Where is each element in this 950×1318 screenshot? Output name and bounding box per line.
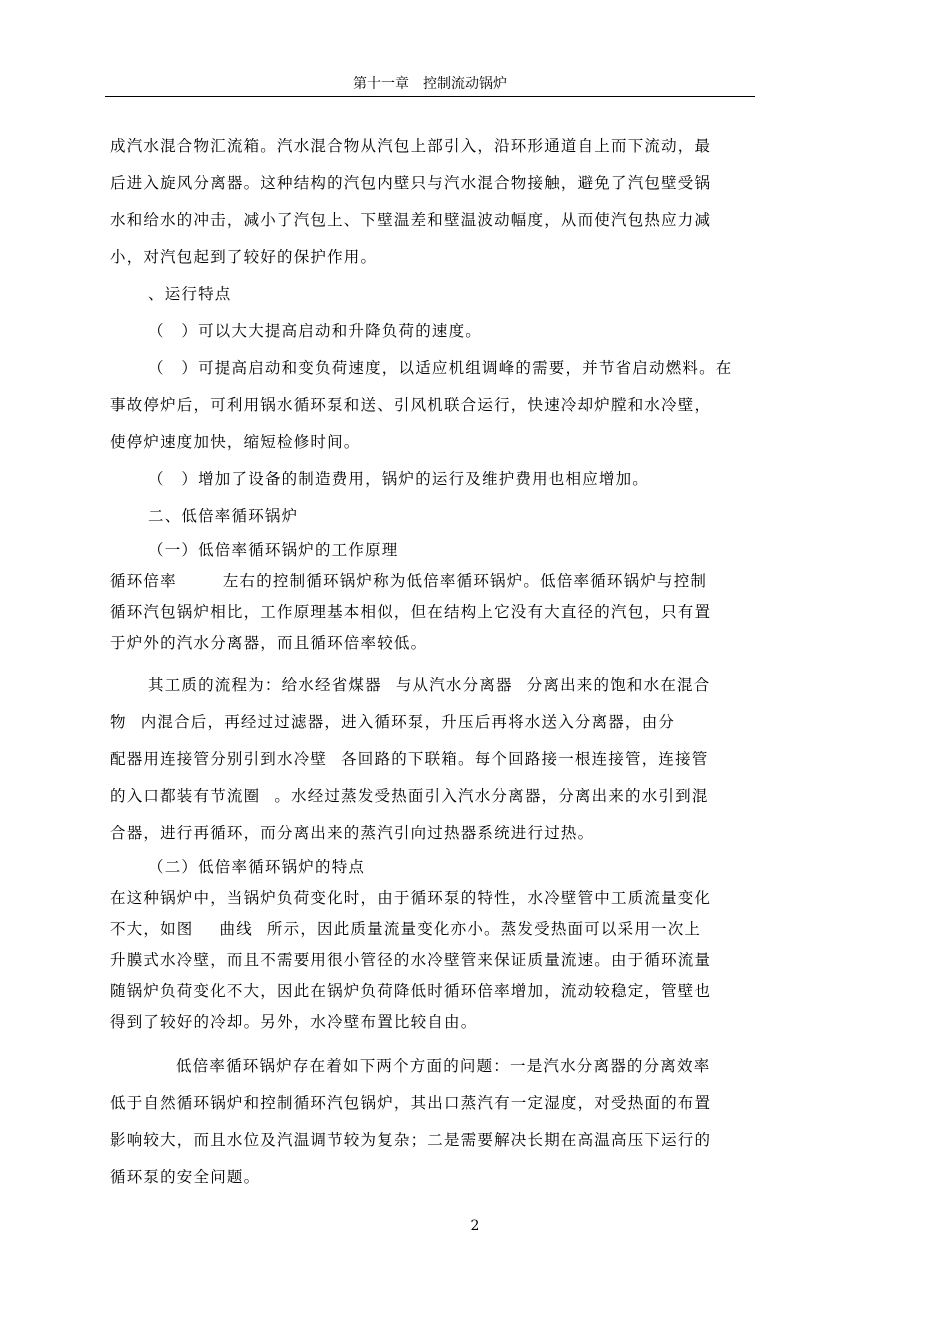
text-span: 循环倍率 — [110, 572, 177, 590]
subsection-heading-features: （二）低倍率循环锅炉的特点 — [148, 858, 366, 876]
document-body — [110, 128, 750, 1196]
text-span: 不大，如图 — [110, 920, 194, 938]
text-line: 低倍率循环锅炉存在着如下两个方面的问题：一是汽水分离器的分离效率 — [176, 1057, 711, 1075]
text-span: 所示，因此质量流量变化亦小。蒸发受热面可以采用一次上 — [266, 920, 702, 938]
text-span: 。水经过蒸发受热面引入汽水分离器，分离出来的水引到混 — [274, 787, 709, 805]
section-heading-low-ratio: 二、低倍率循环锅炉 — [148, 507, 299, 525]
text-line: 低于自然循环锅炉和控制循环汽包锅炉，其出口蒸汽有一定湿度，对受热面的布置 — [110, 1094, 712, 1112]
text-line: 在这种锅炉中，当锅炉负荷变化时，由于循环泵的特性，水冷壁管中工质流量变化 — [110, 889, 712, 907]
text-line: 后进入旋风分离器。这种结构的汽包内壁只与汽水混合物接触，避免了汽包壁受锅 — [110, 174, 712, 192]
text-line — [110, 914, 750, 945]
text-line: 成汽水混合物汇流箱。汽水混合物从汽包上部引入，沿环形通道自上而下流动，最 — [110, 137, 712, 155]
text-line: 升膜式水冷壁，而且不需要用很小管径的水冷壁管来保证质量流速。由于循环流量 — [110, 951, 712, 969]
text-span: ，由分 — [625, 713, 676, 731]
paragraph-features — [110, 883, 750, 1038]
text-span: 配器用连接管分别引到水冷壁 — [110, 750, 328, 768]
text-span: ，进入循环泵 — [324, 713, 425, 731]
text-span: 的入口都装有节流圈 — [110, 787, 261, 805]
text-line: （ ）可提高启动和变负荷速度，以适应机组调峰的需要，并节省启动燃料。在 — [148, 359, 733, 377]
text-span: 曲线 — [219, 920, 253, 938]
paragraph-drum-structure — [110, 128, 750, 276]
page-number: 2 — [470, 1218, 480, 1234]
text-line: 水和给水的冲击，减小了汽包上、下壁温差和壁温波动幅度，从而使汽包热应力减 — [110, 211, 712, 229]
text-line: 得到了较好的冷却。另外，水冷壁布置比较自由。 — [110, 1013, 478, 1031]
paragraph-principle — [110, 566, 750, 659]
text-span: 与从汽水分离器 — [395, 676, 513, 694]
text-line — [110, 566, 750, 597]
text-span: ，升压后再将水送入分离器 — [424, 713, 626, 731]
text-line: 使停炉速度加快，缩短检修时间。 — [110, 433, 361, 451]
subsection-heading-principle: （一）低倍率循环锅炉的工作原理 — [148, 541, 399, 559]
text-line: 合器，进行再循环，而分离出来的蒸汽引向过热器系统进行过热。 — [110, 824, 595, 842]
text-span: 内混合后，再经过过滤器 — [140, 713, 325, 731]
text-line: 循环泵的安全问题。 — [110, 1168, 261, 1186]
list-item-3: （ ）增加了设备的制造费用，锅炉的运行及维护费用也相应增加。 — [148, 470, 650, 488]
text-line: 事故停炉后，可利用锅水循环泵和送、引风机联合运行，快速冷却炉膛和水冷壁， — [110, 396, 712, 414]
text-span: 其工质的流程为：给水经省煤器 — [148, 676, 382, 694]
text-span: 左右的控制循环锅炉称为低倍率循环锅炉。低倍率循环锅炉与控制 — [222, 572, 708, 590]
text-line — [110, 704, 750, 741]
list-item-1: （ ）可以大大提高启动和升降负荷的速度。 — [148, 322, 483, 340]
text-line: 循环汽包锅炉相比，工作原理基本相似，但在结构上它没有大直径的汽包，只有置 — [110, 603, 712, 621]
text-line — [110, 667, 750, 704]
text-span: 物 — [110, 713, 127, 731]
paragraph-flow-process — [110, 667, 750, 852]
header-title: 第十一章 控制流动锅炉 — [353, 76, 507, 92]
list-item-2 — [110, 350, 750, 461]
section-heading-operation: 、运行特点 — [148, 285, 232, 303]
text-line: 于炉外的汽水分离器，而且循环倍率较低。 — [110, 634, 428, 652]
paragraph-problems — [110, 1048, 750, 1196]
text-span: 各回路的下联箱。每个回路接一根连接管，连接管 — [341, 750, 709, 768]
text-line: 随锅炉负荷变化不大，因此在锅炉负荷降低时循环倍率增加，流动较稳定，管壁也 — [110, 982, 712, 1000]
page-header — [105, 72, 755, 97]
text-span: 分离出来的饱和水在混合 — [526, 676, 711, 694]
text-line: 影响较大，而且水位及汽温调节较为复杂；二是需要解决长期在高温高压下运行的 — [110, 1131, 712, 1149]
text-line: 小，对汽包起到了较好的保护作用。 — [110, 248, 378, 266]
text-line — [110, 778, 750, 815]
text-line — [110, 741, 750, 778]
